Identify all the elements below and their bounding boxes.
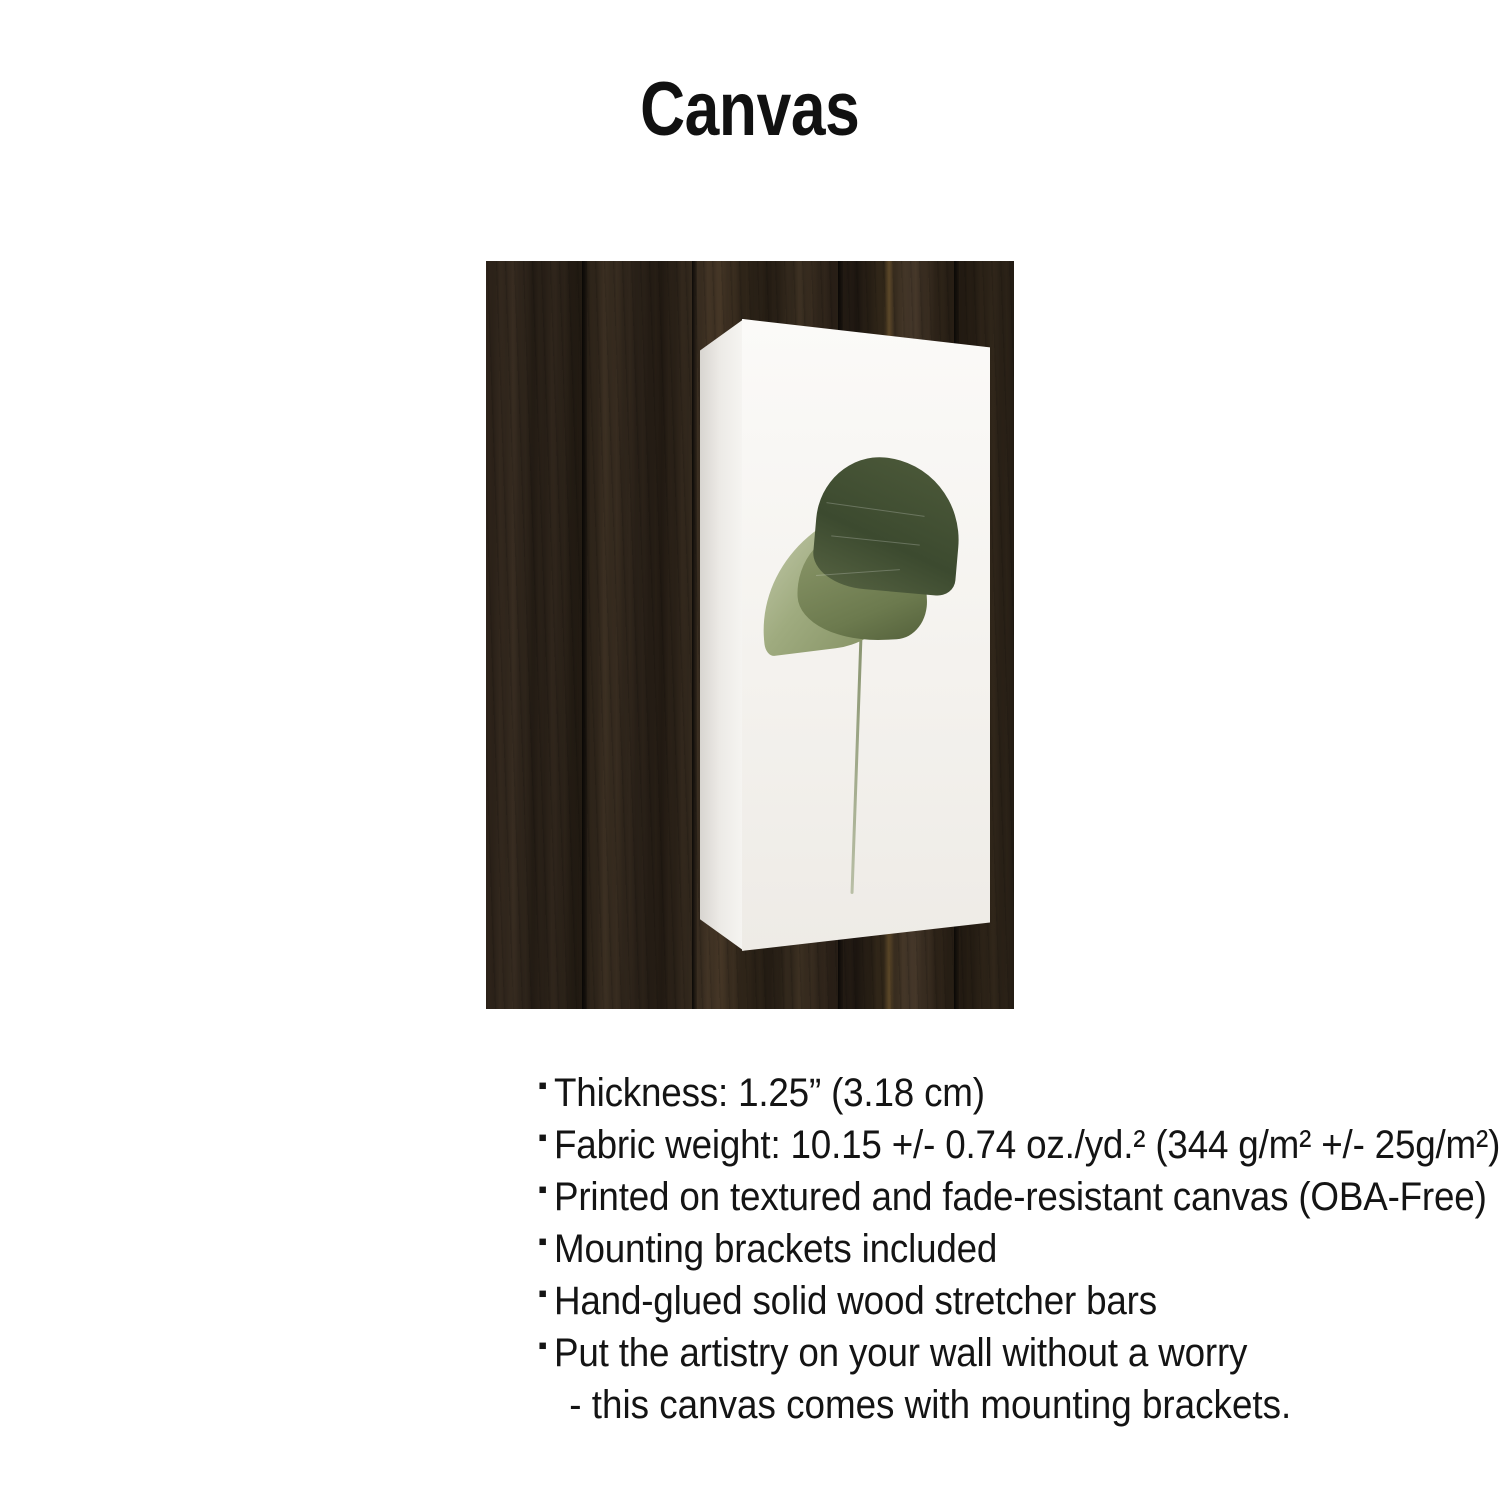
list-item-label: Printed on textured and fade-resistant canvas (OBA-Free) (554, 1174, 1487, 1219)
list-item-label: Thickness: 1.25” (3.18 cm) (554, 1070, 985, 1115)
list-item-continuation: - this canvas comes with mounting brackets. (569, 1382, 1292, 1427)
list-item (538, 1223, 1280, 1275)
bullet-icon: ▪ (538, 1277, 548, 1308)
wood-seam (692, 261, 697, 1009)
bullet-icon: ▪ (538, 1173, 548, 1204)
bullet-icon: ▪ (538, 1329, 548, 1360)
list-item (538, 1275, 1280, 1327)
leaf-blade-right (811, 452, 966, 597)
list-item-label: Mounting brackets included (554, 1226, 998, 1271)
feature-list (220, 1067, 1500, 1431)
list-item (538, 1067, 1280, 1119)
wood-seam (582, 261, 587, 1009)
list-item (538, 1171, 1487, 1223)
leaf-artwork (742, 319, 990, 951)
canvas-print (700, 319, 990, 951)
list-item (538, 1119, 1500, 1171)
page-title: Canvas (640, 67, 860, 152)
list-item-label: Hand-glued solid wood stretcher bars (554, 1278, 1157, 1323)
bullet-icon: ▪ (538, 1069, 548, 1100)
canvas-front-face (742, 319, 990, 951)
list-item (538, 1327, 1280, 1379)
product-image (486, 261, 1014, 1009)
list-item-label: Fabric weight: 10.15 +/- 0.74 oz./yd.² (344 g/m² +/- 25g/m²) (554, 1122, 1500, 1167)
bullet-icon: ▪ (538, 1121, 548, 1152)
bullet-icon: ▪ (538, 1225, 548, 1256)
list-item-label: Put the artistry on your wall without a worry (554, 1330, 1248, 1375)
canvas-side-edge (700, 319, 744, 951)
